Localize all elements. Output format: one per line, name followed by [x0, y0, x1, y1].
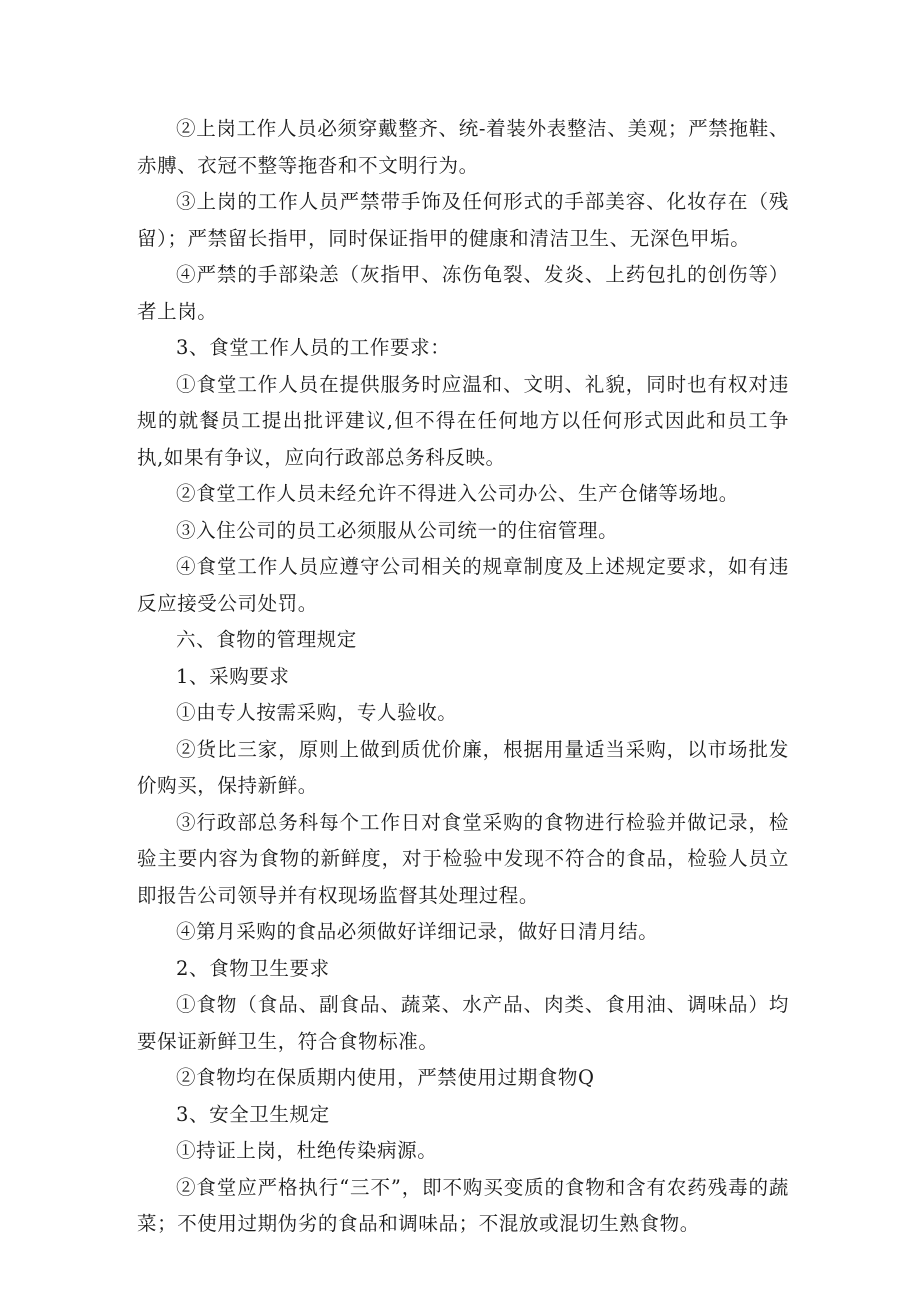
paragraph-purchase-staff: ①由专人按需采购，专人验收。	[176, 701, 458, 724]
paragraph-three-nos: ②食堂应严格执行“三不”，即不购买变质的食物和含有农药残毒的蔬菜；不使用过期伪劣的食品和调味品；不混放或混切生熟食物。	[137, 1175, 789, 1235]
paragraph-compliance: ④食堂工作人员应遵守公司相关的规章制度及上述规定要求，如有违反应接受公司处罚。	[137, 555, 789, 615]
paragraph-inspection: ③行政部总务科每个工作日对食堂采购的食物进行检验并做记录，检验主要内容为食物的新鲜度，对于检验中发现不符合的食品，检验人员立即报告公司领导并有权现场监督其处理过程。	[137, 810, 789, 907]
paragraph-hand-disease: ④严禁的手部染恙（灰指甲、冻伤龟裂、发炎、上药包扎的创伤等）者上岗。	[137, 263, 789, 323]
heading-safety-hygiene: 3、安全卫生规定	[176, 1102, 330, 1126]
paragraph-price-compare: ②货比三家，原则上做到质优价廉，根据用量适当采购，以市场批发价购买，保持新鲜。	[137, 737, 789, 797]
paragraph-no-jewelry: ③上岗的工作人员严禁带手饰及任何形式的手部美容、化妆存在（残留）；严禁留长指甲，同时保证指甲的健康和清洁卫生、无深色甲垢。	[137, 190, 789, 250]
paragraph-dormitory: ③入住公司的员工必须服从公司统一的住宿管理。	[176, 518, 619, 542]
paragraph-expiry: ②食物均在保质期内使用，严禁使用过期食物Q	[176, 1066, 595, 1089]
paragraph-records: ④第月采购的食品必须做好详细记录，做好日清月结。	[176, 920, 659, 943]
paragraph-service-attitude: ①食堂工作人员在提供服务时应温和、文明、礼貌，同时也有权对违规的就餐员工提出批评建议,但不得在任何地方以任何形式因此和员工争执,如果有争议，应向行政部总务科反映。	[137, 372, 789, 469]
paragraph-restricted-areas: ②食堂工作人员未经允许不得进入公司办公、生产仓储等场地。	[176, 482, 739, 505]
paragraph-fresh-food: ①食物（食品、副食品、蔬菜、水产品、肉类、食用油、调味品）均要保证新鲜卫生，符合食物标准。	[137, 993, 789, 1053]
heading-food-management: 六、食物的管理规定	[176, 628, 357, 651]
heading-work-requirements: 3、食堂工作人员的工作要求：	[176, 336, 451, 359]
paragraph-staff-dress: ②上岗工作人员必须穿戴整齐、统-着装外表整洁、美观；严禁拖鞋、赤膊、衣冠不整等拖沓和不文明行为。	[137, 117, 789, 177]
paragraph-certified: ①持证上岗，杜绝传染病源。	[176, 1139, 438, 1162]
document-body	[137, 111, 789, 1243]
heading-purchasing: 1、采购要求	[176, 664, 290, 688]
heading-food-hygiene: 2、食物卫生要求	[176, 956, 330, 980]
